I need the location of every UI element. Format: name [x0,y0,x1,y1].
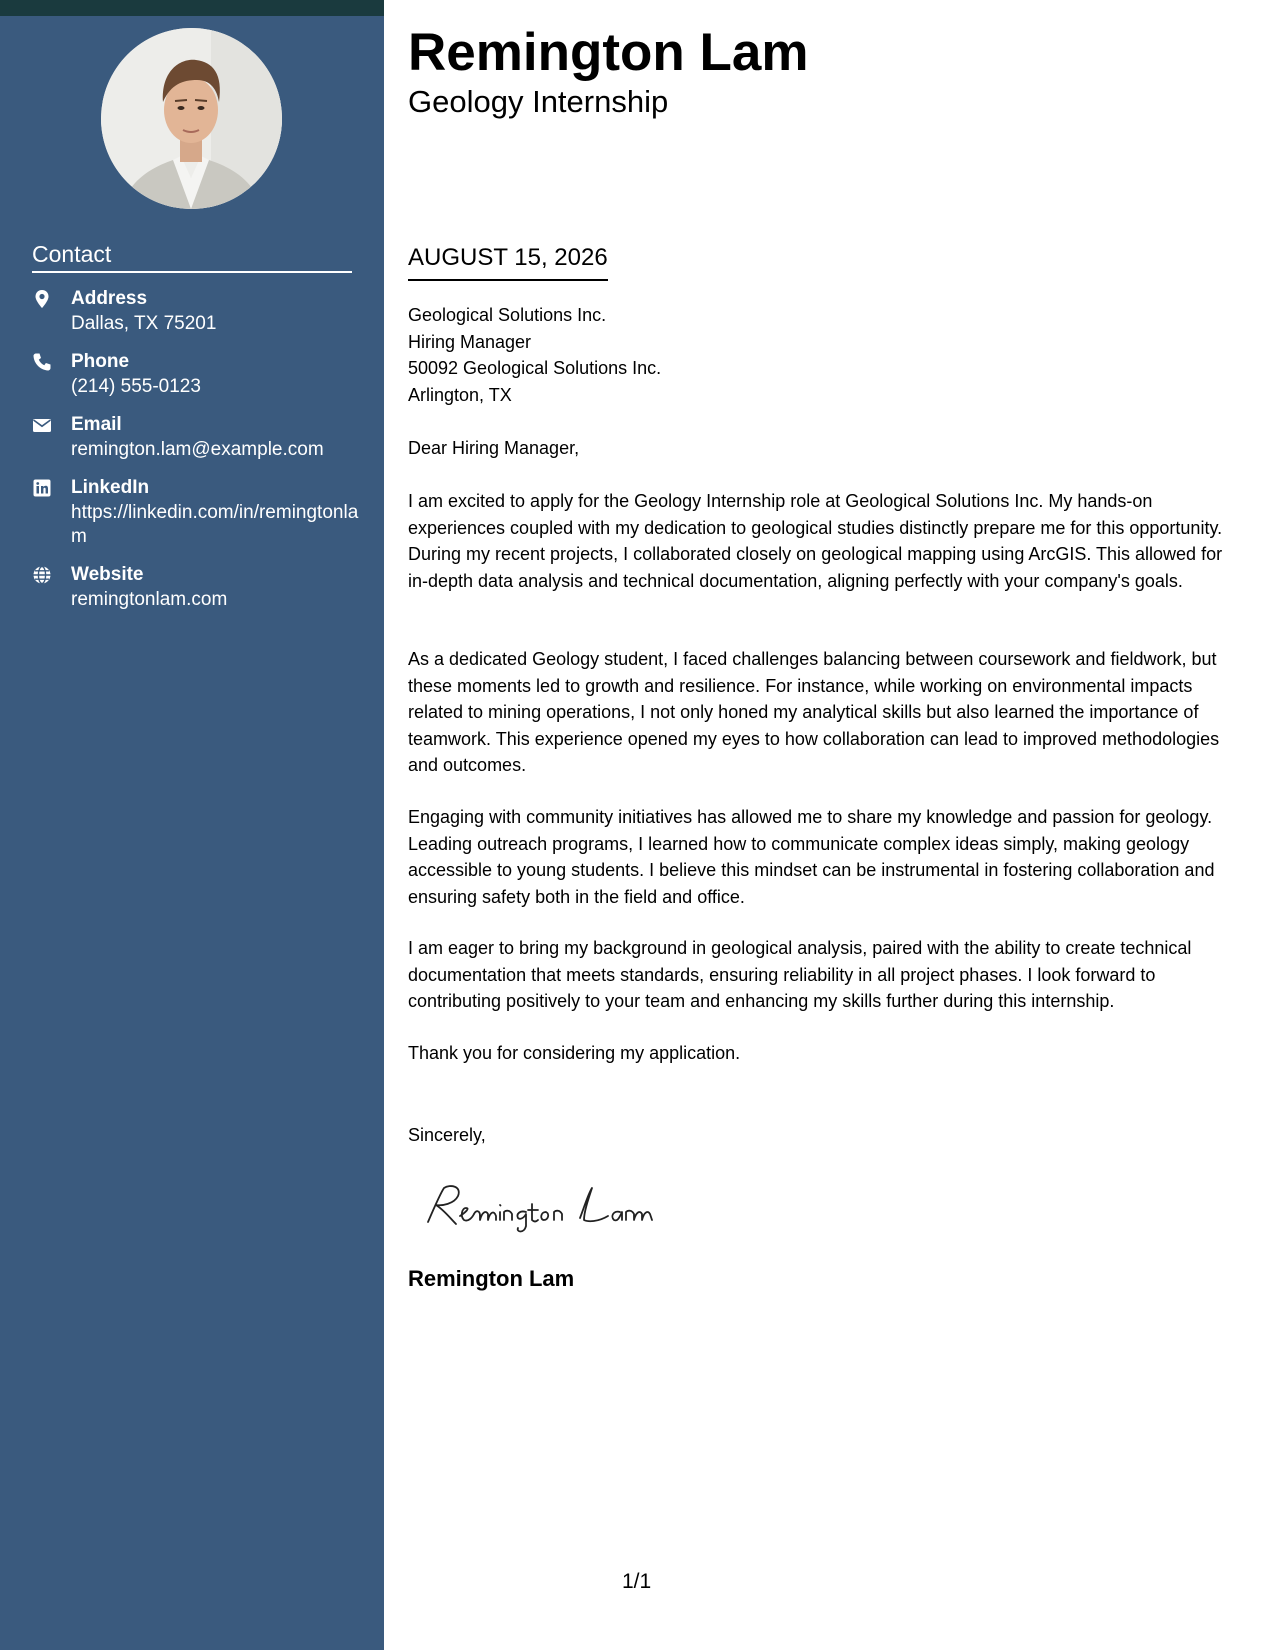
body-paragraph-5: Thank you for considering my application. [408,1043,741,1063]
sidebar [0,0,384,1650]
contact-label-phone: Phone [71,351,130,372]
linkedin-icon [32,478,54,500]
contact-value-linkedin[interactable]: https://linkedin.com/in/remingtonlam [71,502,359,547]
contact-value-email[interactable]: remington.lam@example.com [71,439,324,460]
contact-label-email: Email [71,414,122,435]
contact-label-address: Address [71,288,148,309]
envelope-icon [32,415,54,437]
body-paragraph-4: I am eager to bring my background in geological analysis, paired with the ability to create technical documentation that meets standards, ensuring reliability in all project phases. I look forward to contributing positively to your team and enhancing my skills further during this internship. [408,938,1192,1011]
contact-label-website: Website [71,564,144,585]
sidebar-top-bar [0,0,384,16]
handwritten-signature [420,1178,670,1238]
salutation: Dear Hiring Manager, [408,438,580,458]
phone-icon [32,352,54,374]
applicant-name: Remington Lam [408,23,809,82]
globe-icon [32,565,54,587]
closing: Sincerely, [408,1125,486,1145]
contact-value-website[interactable]: remingtonlam.com [71,589,228,610]
contact-value-phone: (214) 555-0123 [71,376,201,397]
recipient-company: Geological Solutions Inc. [408,305,607,325]
contact-label-linkedin: LinkedIn [71,477,150,498]
body-paragraph-2: As a dedicated Geology student, I faced challenges balancing between coursework and fieldwork, but these moments led to growth and resilience. For instance, while working on environmental impacts related to mining operations, I not only honed my analytical skills but also learned the importance of teamwork. This experience opened my eyes to how collaboration can lead to improved methodologies and outcomes. [408,649,1220,775]
profile-photo [101,28,282,209]
recipient-block [408,302,661,408]
recipient-city: Arlington, TX [408,384,512,405]
recipient-address: 50092 Geological Solutions Inc. [408,358,662,378]
applicant-role: Geology Internship [408,84,669,119]
signer-name: Remington Lam [408,1266,575,1291]
body-paragraph-1: I am excited to apply for the Geology Internship role at Geological Solutions Inc. My hands-on experiences coupled with my dedication to geological studies distinctly prepare me for this opportunity. During my recent projects, I collaborated closely on geological mapping using ArcGIS. This allowed for in-depth data analysis and technical documentation, aligning perfectly with your company's goals. [408,491,1223,591]
recipient-title: Hiring Manager [408,331,532,352]
page-number: 1/1 [622,1570,652,1593]
contact-value-address: Dallas, TX 75201 [71,313,217,334]
letter-date: AUGUST 15, 2026 [408,243,608,281]
body-paragraph-3: Engaging with community initiatives has allowed me to share my knowledge and passion for geology. Leading outreach programs, I learned how to communicate complex ideas simply, making geology accessible to young students. I believe this mindset can be instrumental in fostering collaboration and ensuring safety both in the field and office. [408,807,1215,907]
location-pin-icon [32,289,54,311]
contact-heading: Contact [32,241,352,273]
